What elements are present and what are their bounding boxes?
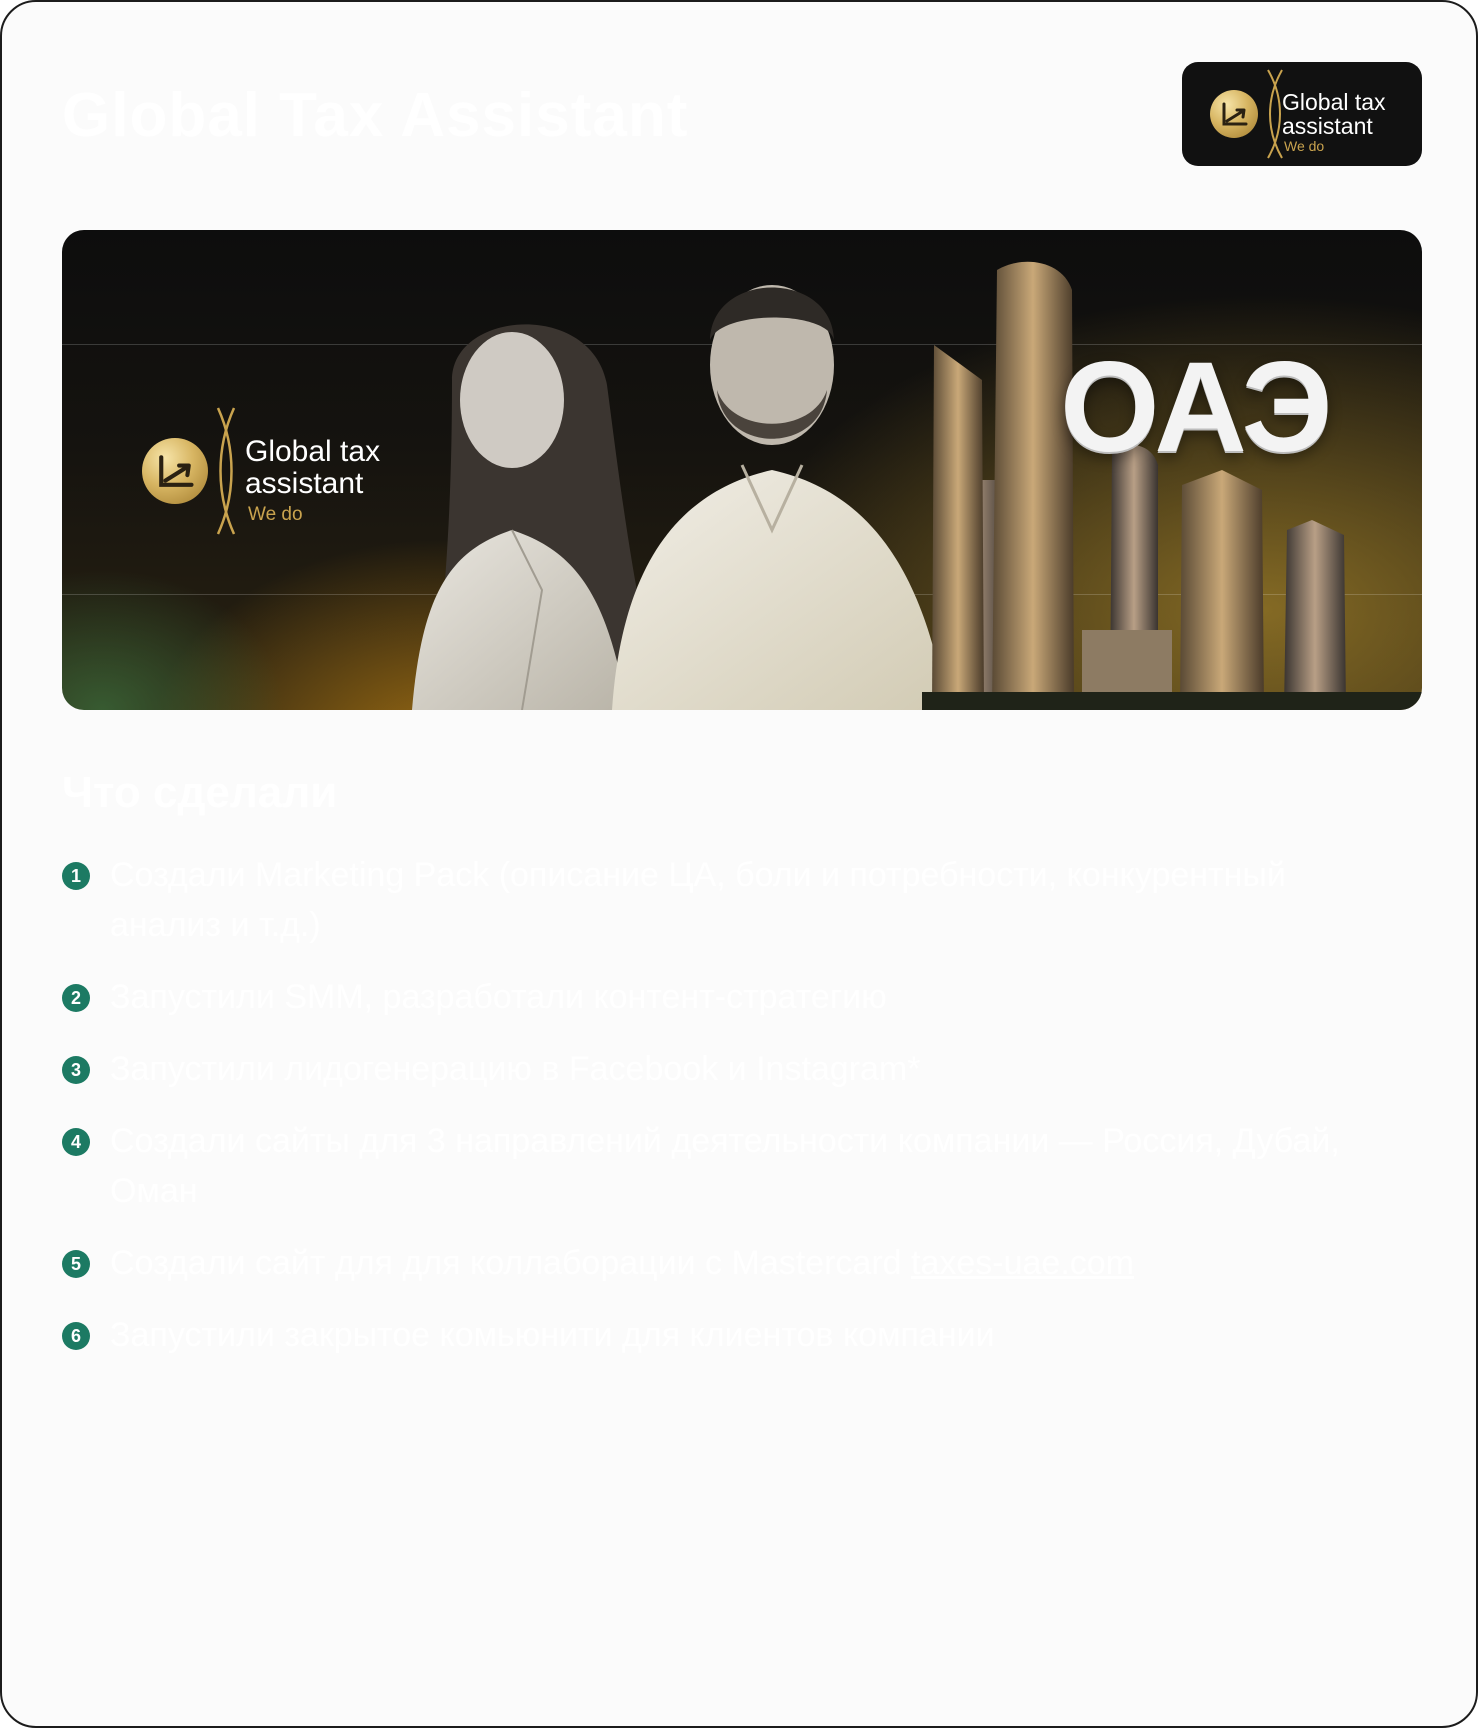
list-item [62, 1310, 1362, 1360]
brand-logo [1182, 62, 1422, 166]
list-item-text: Создали сайт для для коллаборации с Mastercard [110, 1244, 911, 1282]
brand-logo-line1: Global tax [1282, 89, 1386, 115]
banner-logo-line2: assistant [245, 467, 364, 500]
number-badge: 6 [62, 1322, 90, 1350]
number-badge: 4 [62, 1128, 90, 1156]
list-item [62, 850, 1362, 950]
section-title: Что сделали [62, 768, 338, 817]
list-item-text: Создали сайты для 3 направлений деятельности компании — Россия, Дубай, Оман [110, 1122, 1340, 1210]
brand-logo-line2: assistant [1282, 113, 1373, 139]
taxes-uae-link[interactable]: taxes-uae.com [911, 1244, 1134, 1282]
page-title: Global Tax Assistant [62, 81, 689, 150]
list-item-text: Запустили лидогенерацию в Facebook и Instagram* [110, 1050, 921, 1088]
achievements-list [62, 850, 1362, 1382]
list-item-text: Создали Marketing Pack (описание ЦА, боли и потребности, конкурентный анализ и т.д.) [110, 856, 1286, 944]
chart-coin-icon [1210, 90, 1258, 138]
banner-logo-tagline: We do [248, 504, 303, 525]
hero-banner [62, 230, 1422, 710]
number-badge: 2 [62, 984, 90, 1012]
list-item [62, 1044, 1362, 1094]
list-item-text: Запустили SMM, разработали контент-стратегию [110, 978, 887, 1016]
number-badge: 1 [62, 862, 90, 890]
banner-logo-line1: Global tax [245, 435, 381, 468]
banner-country-word: ОАЭ [1060, 336, 1331, 479]
number-badge: 5 [62, 1250, 90, 1278]
list-item [62, 972, 1362, 1022]
list-item [62, 1238, 1362, 1288]
list-item [62, 1116, 1362, 1216]
list-item-text: Запустили закрытое комьюнити для клиентов компании [110, 1316, 995, 1354]
brand-logo-tagline: We do [1284, 138, 1325, 154]
number-badge: 3 [62, 1056, 90, 1084]
